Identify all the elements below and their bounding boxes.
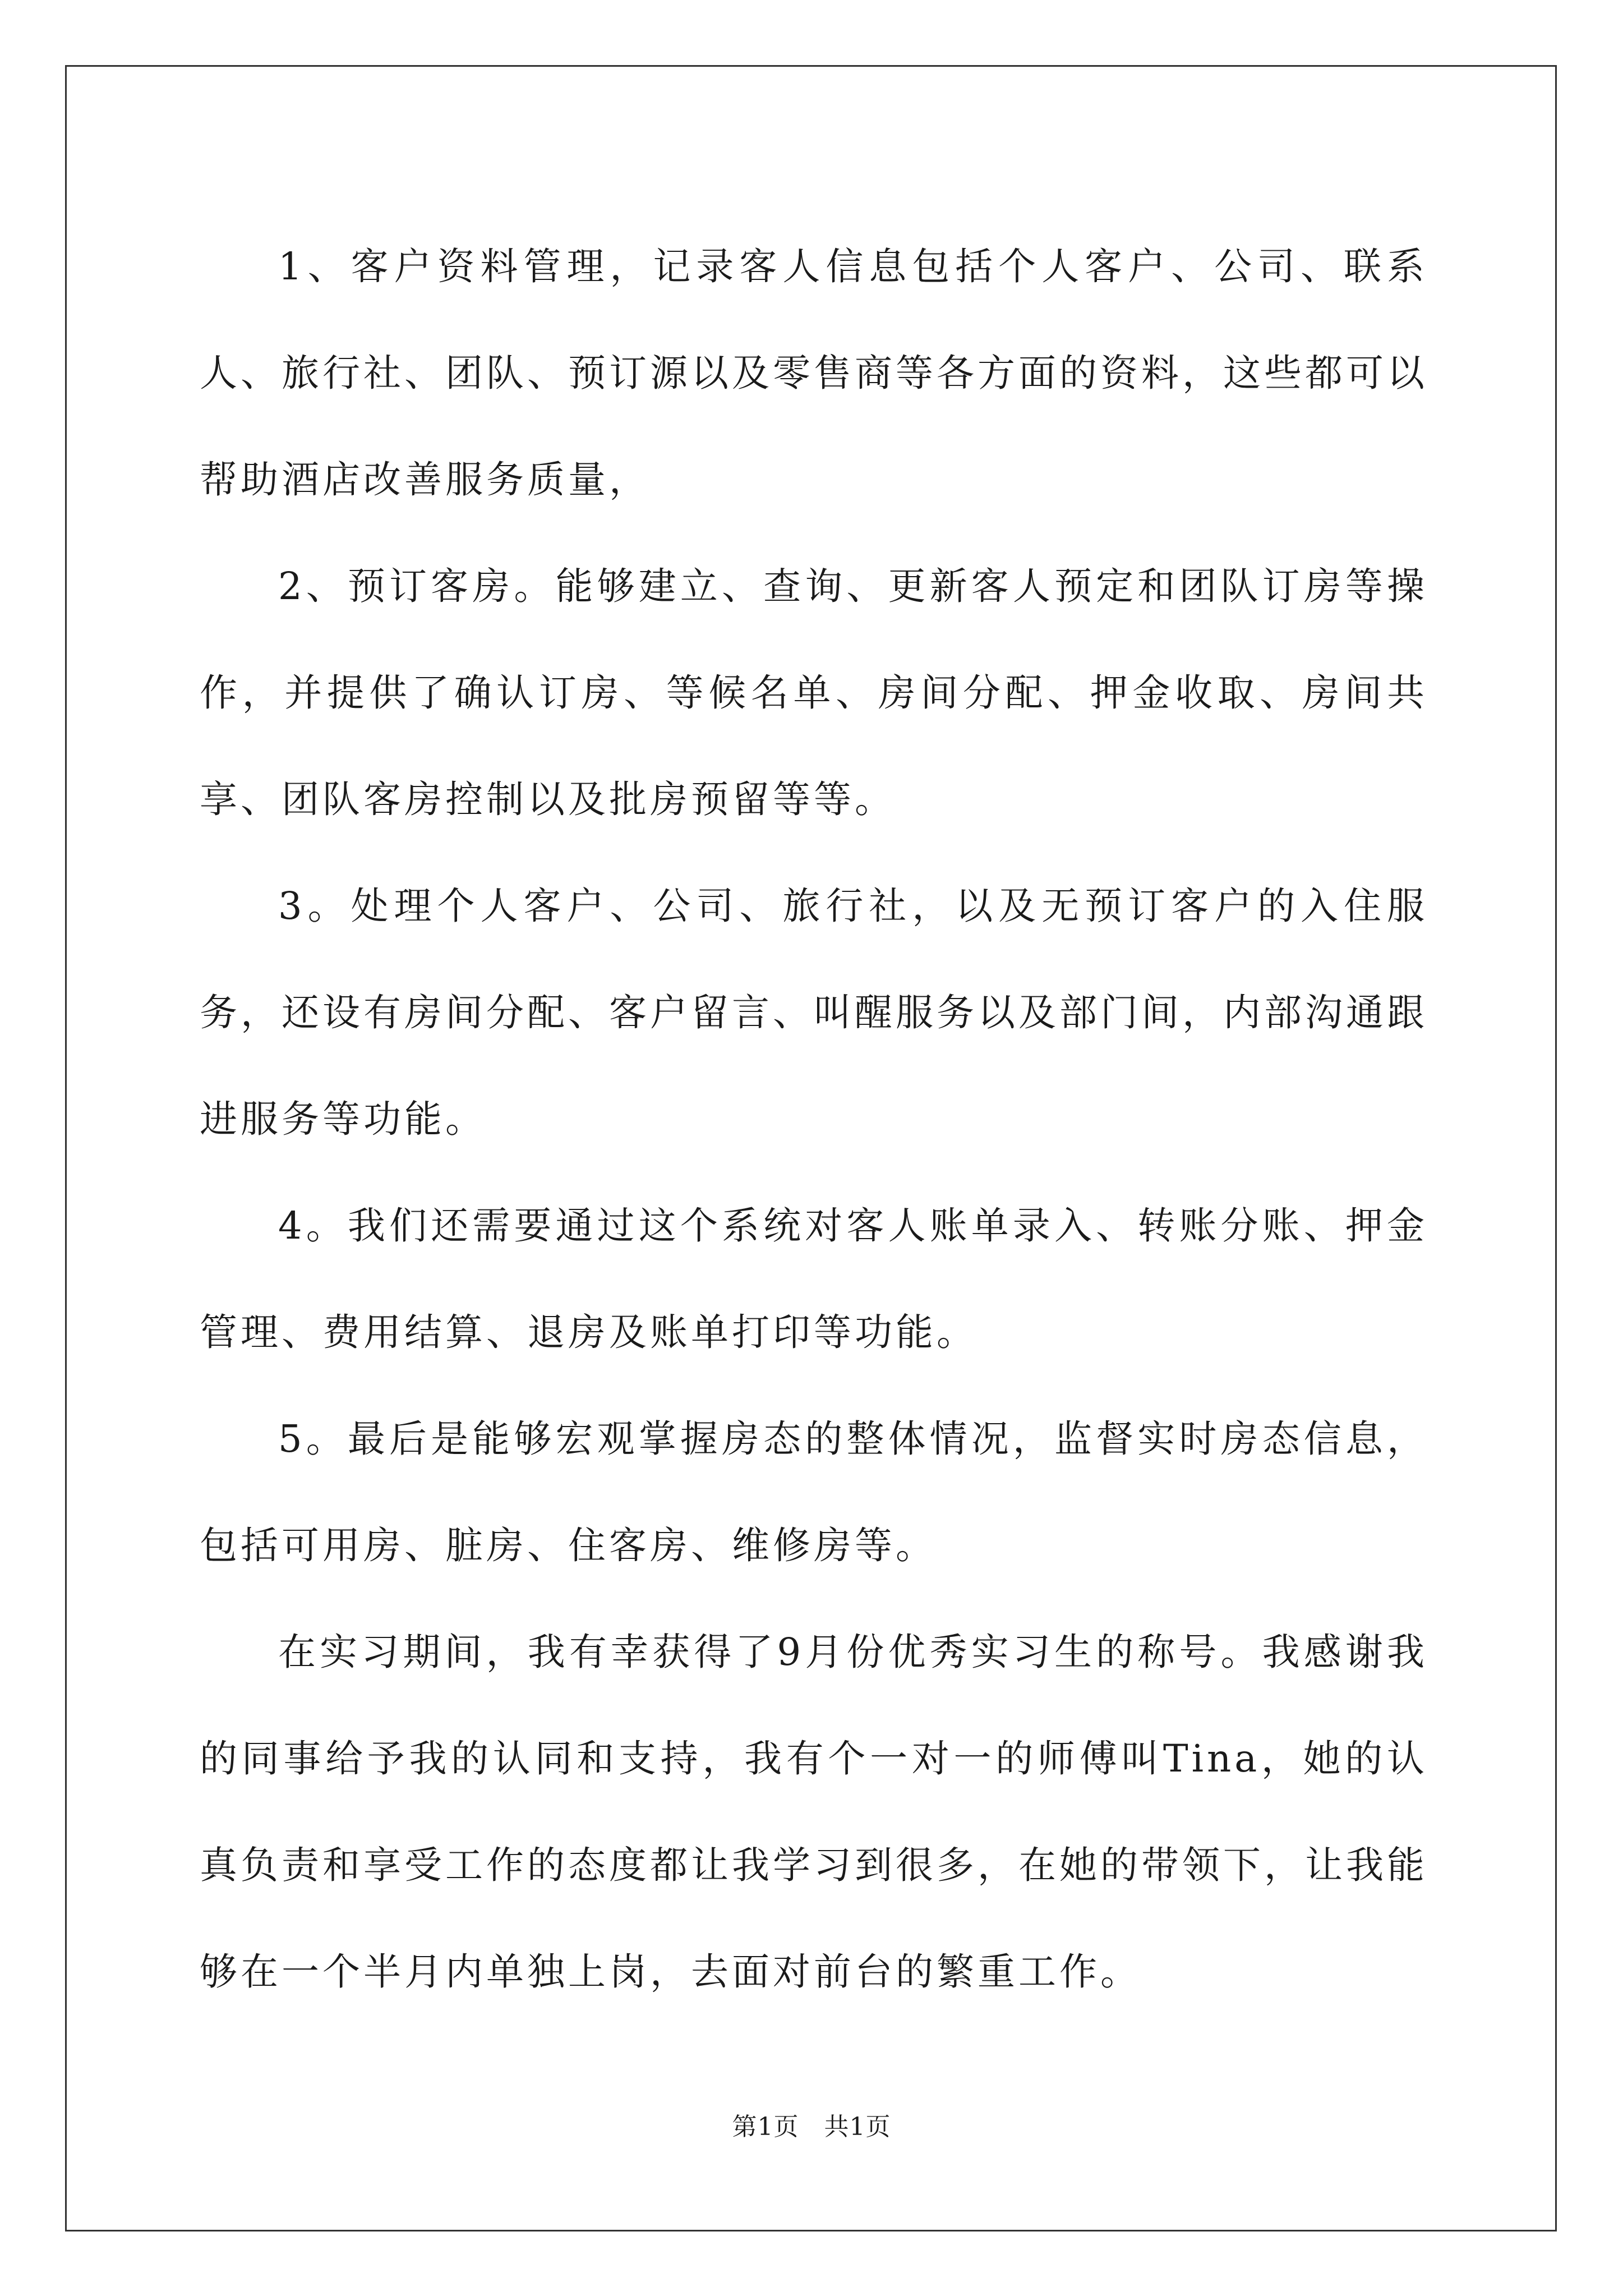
paragraph-5: 5。最后是能够宏观掌握房态的整体情况，监督实时房态信息，包括可用房、脏房、住客房、维修房等。 <box>200 1417 1428 1567</box>
document-body <box>200 213 1428 2025</box>
paragraph-4: 4。我们还需要通过这个系统对客人账单录入、转账分账、押金管理、费用结算、退房及账单打印等功能。 <box>200 1204 1428 1354</box>
paragraph-3: 3。处理个人客户、公司、旅行社，以及无预订客户的入住服务，还设有房间分配、客户留言、叫醒服务以及部门间，内部沟通跟进服务等功能。 <box>200 884 1428 1141</box>
page-footer <box>0 2110 1623 2144</box>
paragraph-2: 2、预订客房。能够建立、查询、更新客人预定和团队订房等操作，并提供了确认订房、等候名单、房间分配、押金收取、房间共享、团队客房控制以及批房预留等等。 <box>200 564 1428 821</box>
page-number: 第1页 <box>732 2113 799 2141</box>
paragraph-1: 1、客户资料管理，记录客人信息包括个人客户、公司、联系人、旅行社、团队、预订源以及零售商等各方面的资料，这些都可以帮助酒店改善服务质量， <box>200 245 1428 501</box>
paragraph-6: 在实习期间，我有幸获得了9月份优秀实习生的称号。我感谢我的同事给予我的认同和支持，我有个一对一的师傅叫Tina，她的认真负责和享受工作的态度都让我学习到很多，在她的带领下，让我能够在一个半月内单独上岗，去面对前台的繁重工作。 <box>200 1630 1428 1994</box>
footer-spacer <box>799 2113 824 2141</box>
page-total: 共1页 <box>824 2113 891 2141</box>
